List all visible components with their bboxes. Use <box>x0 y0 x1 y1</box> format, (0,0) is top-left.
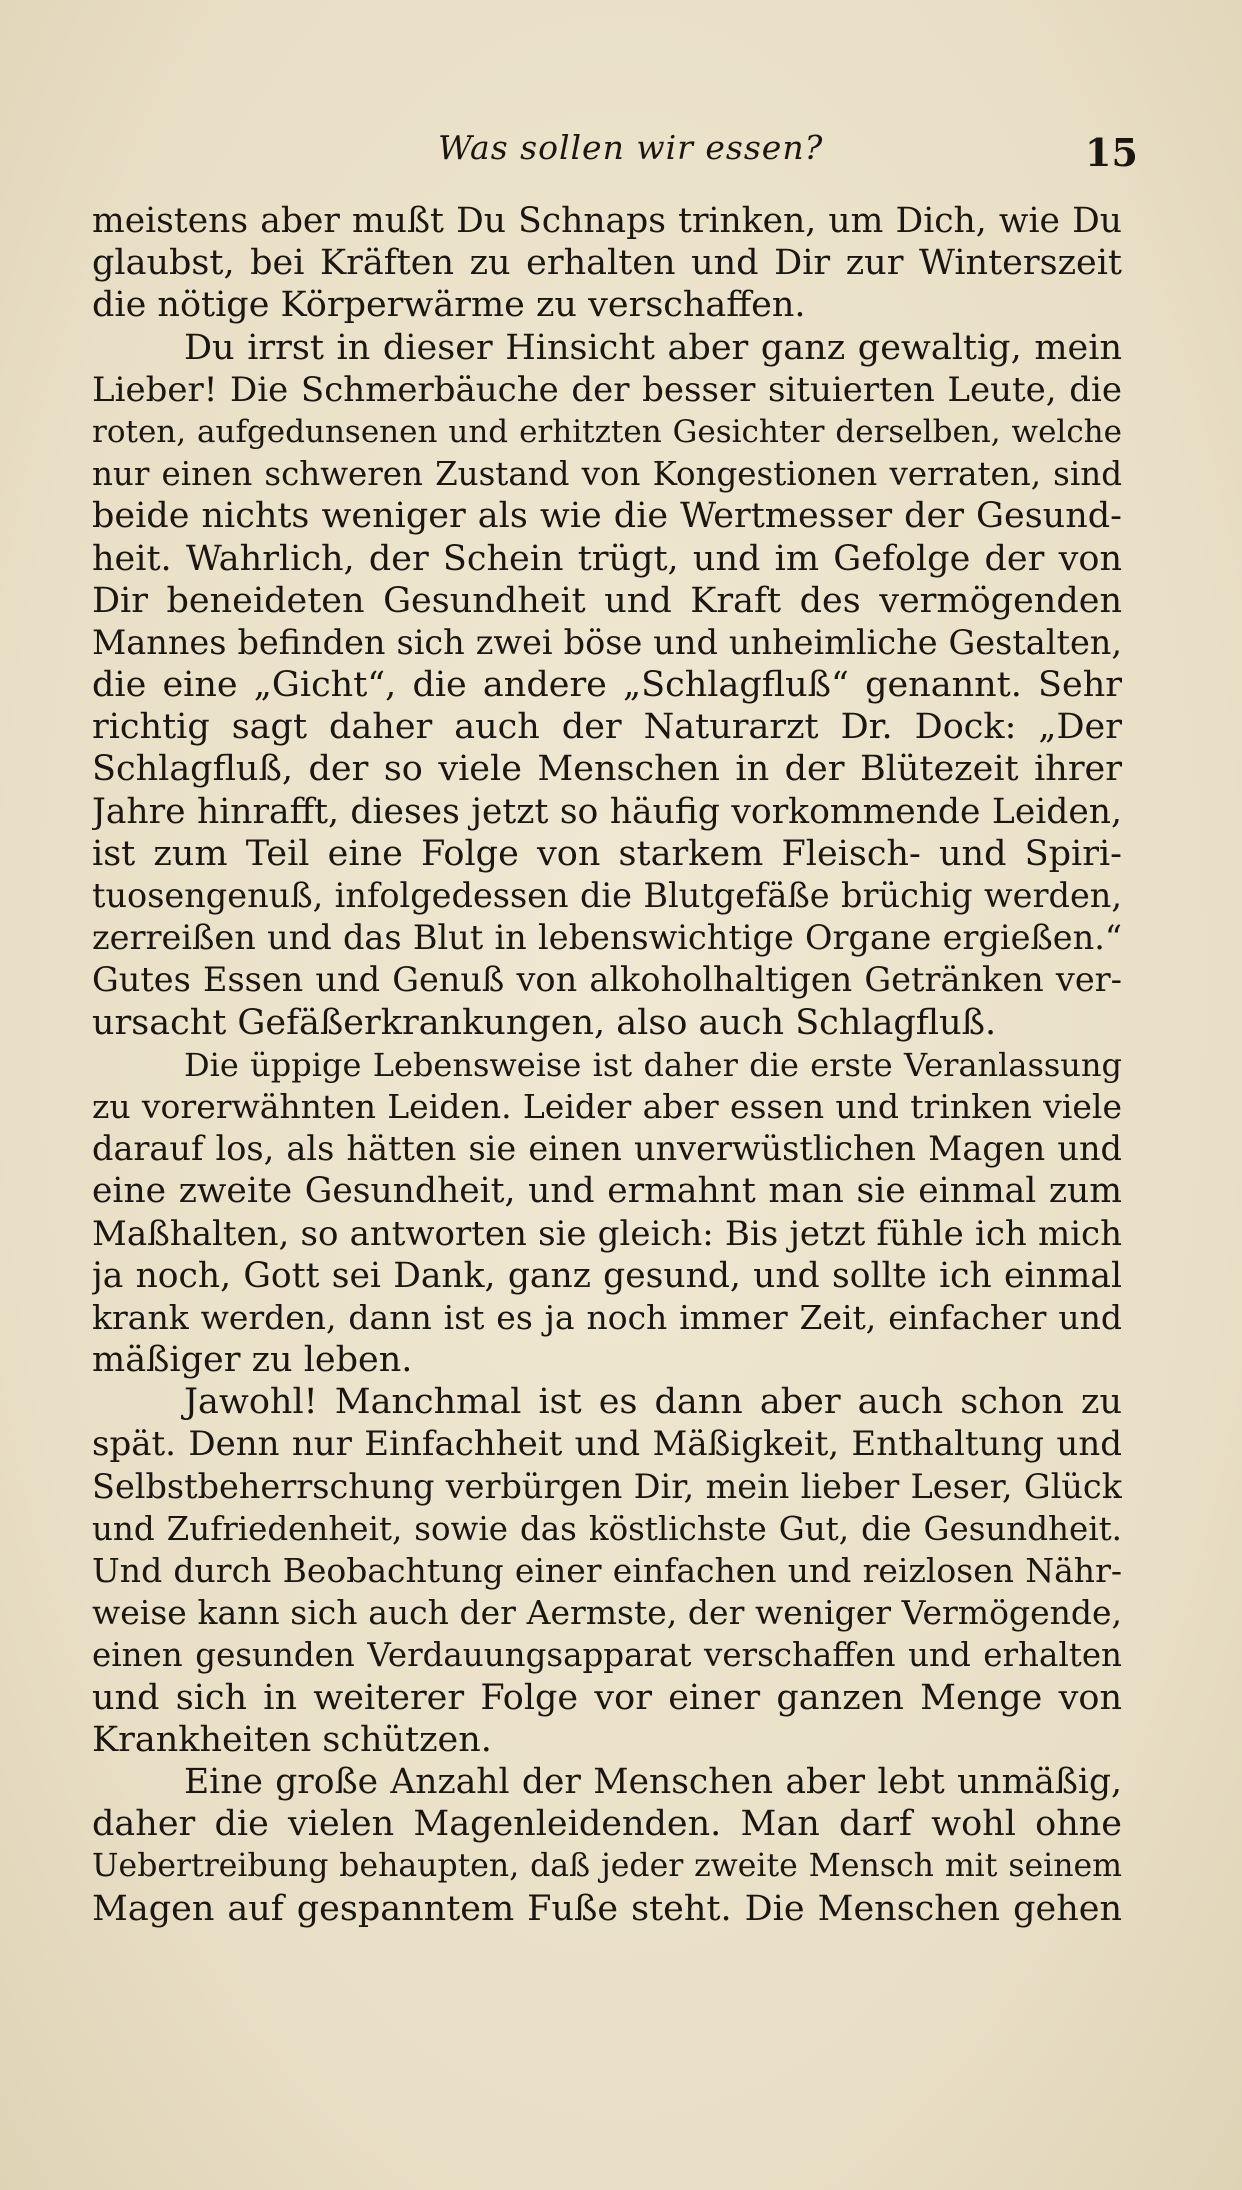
text-line: Uebertreibung behaupten, daß jeder zweite Mensch mit seinem <box>92 1848 1122 1885</box>
text-line: Und durch Beobachtung einer einfachen und reizlosen Nähr- <box>92 1551 1122 1590</box>
text-line: ursacht Gefäßerkrankungen, also auch Schlagfluß. <box>92 1002 997 1043</box>
text-line: richtig sagt daher auch der Naturarzt Dr. Dock: „Der <box>92 707 1122 748</box>
text-line: beide nichts weniger als wie die Wertmesser der Gesund- <box>92 496 1122 537</box>
text-line: Gutes Essen und Genuß von alkoholhaltigen Getränken ver- <box>92 960 1122 1000</box>
text-line: Jawohl! Manchmal ist es dann aber auch schon zu <box>184 1382 1122 1423</box>
text-line: nur einen schweren Zustand von Kongestionen verraten, sind <box>92 455 1122 494</box>
text-line: Du irrst in dieser Hinsicht aber ganz gewaltig, mein <box>184 327 1122 368</box>
text-line: und sich in weiterer Folge vor einer ganzen Menge von <box>92 1677 1122 1718</box>
text-line: einen gesunden Verdauungsapparat verschaffen und erhalten <box>92 1636 1122 1675</box>
body-text <box>92 200 1122 1930</box>
text-line: Dir beneideten Gesundheit und Kraft des vermögenden <box>92 580 1122 621</box>
text-line: zu vorerwähnten Leiden. Leider aber essen und trinken viele <box>92 1086 1122 1126</box>
text-line: tuosengenuß, infolgedessen die Blutgefäße brüchig werden, <box>92 876 1122 915</box>
text-line: roten, aufgedunsenen und erhitzten Gesichter derselben, welche <box>92 413 1122 450</box>
text-line: eine zweite Gesundheit, und ermahnt man sie einmal zum <box>92 1171 1122 1212</box>
text-line: spät. Denn nur Einfachheit und Mäßigkeit, Enthaltung und <box>92 1424 1122 1465</box>
text-line: Jahre hinrafft, dieses jetzt so häufig vorkommende Leiden, <box>92 791 1122 832</box>
text-line: Eine große Anzahl der Menschen aber lebt unmäßig, <box>184 1761 1122 1802</box>
text-line: darauf los, als hätten sie einen unverwüstlichen Magen und <box>92 1129 1122 1169</box>
text-line: zerreißen und das Blut in lebenswichtige Organe ergießen.“ <box>92 918 1122 958</box>
text-line: die eine „Gicht“, die andere „Schlagfluß“ genannt. Sehr <box>92 665 1122 706</box>
text-line: Mannes befinden sich zwei böse und unheimliche Gestalten, <box>92 622 1122 662</box>
text-line: Selbstbeherrschung verbürgen Dir, mein lieber Leser, Glück <box>92 1466 1122 1506</box>
text-line: die nötige Körperwärme zu verschaffen. <box>92 285 806 326</box>
text-line: glaubst, bei Kräften zu erhalten und Dir zur Winterszeit <box>92 243 1122 284</box>
text-line: Krankheiten schützen. <box>92 1719 492 1760</box>
running-title: Was sollen wir essen? <box>438 128 824 167</box>
text-line: und Zufriedenheit, sowie das köstlichste Gut, die Gesundheit. <box>92 1509 1122 1548</box>
page-number: 15 <box>1085 130 1138 175</box>
text-line: Lieber! Die Schmerbäuche der besser situierten Leute, die <box>92 369 1122 410</box>
text-line: krank werden, dann ist es ja noch immer Zeit, einfacher und <box>92 1297 1122 1337</box>
text-line: Maßhalten, so antworten sie gleich: Bis jetzt fühle ich mich <box>92 1213 1122 1254</box>
text-line: mäßiger zu leben. <box>92 1340 413 1381</box>
text-line: ist zum Teil eine Folge von starkem Fleisch- und Spiri- <box>92 833 1122 874</box>
text-line: ja noch, Gott sei Dank, ganz gesund, und sollte ich einmal <box>92 1255 1122 1296</box>
text-line: Schlagfluß, der so viele Menschen in der Blütezeit ihrer <box>92 749 1122 790</box>
text-line: Die üppige Lebensweise ist daher die erste Veranlassung <box>184 1045 1122 1084</box>
text-line: Magen auf gespanntem Fuße steht. Die Menschen gehen <box>92 1888 1122 1929</box>
text-line: heit. Wahrlich, der Schein trügt, und im Gefolge der von <box>92 538 1122 579</box>
text-line: daher die vielen Magenleidenden. Man darf wohl ohne <box>92 1804 1122 1845</box>
text-line: weise kann sich auch der Aermste, der weniger Vermögende, <box>92 1593 1122 1633</box>
text-line: meistens aber mußt Du Schnaps trinken, um Dich, wie Du <box>92 201 1122 241</box>
